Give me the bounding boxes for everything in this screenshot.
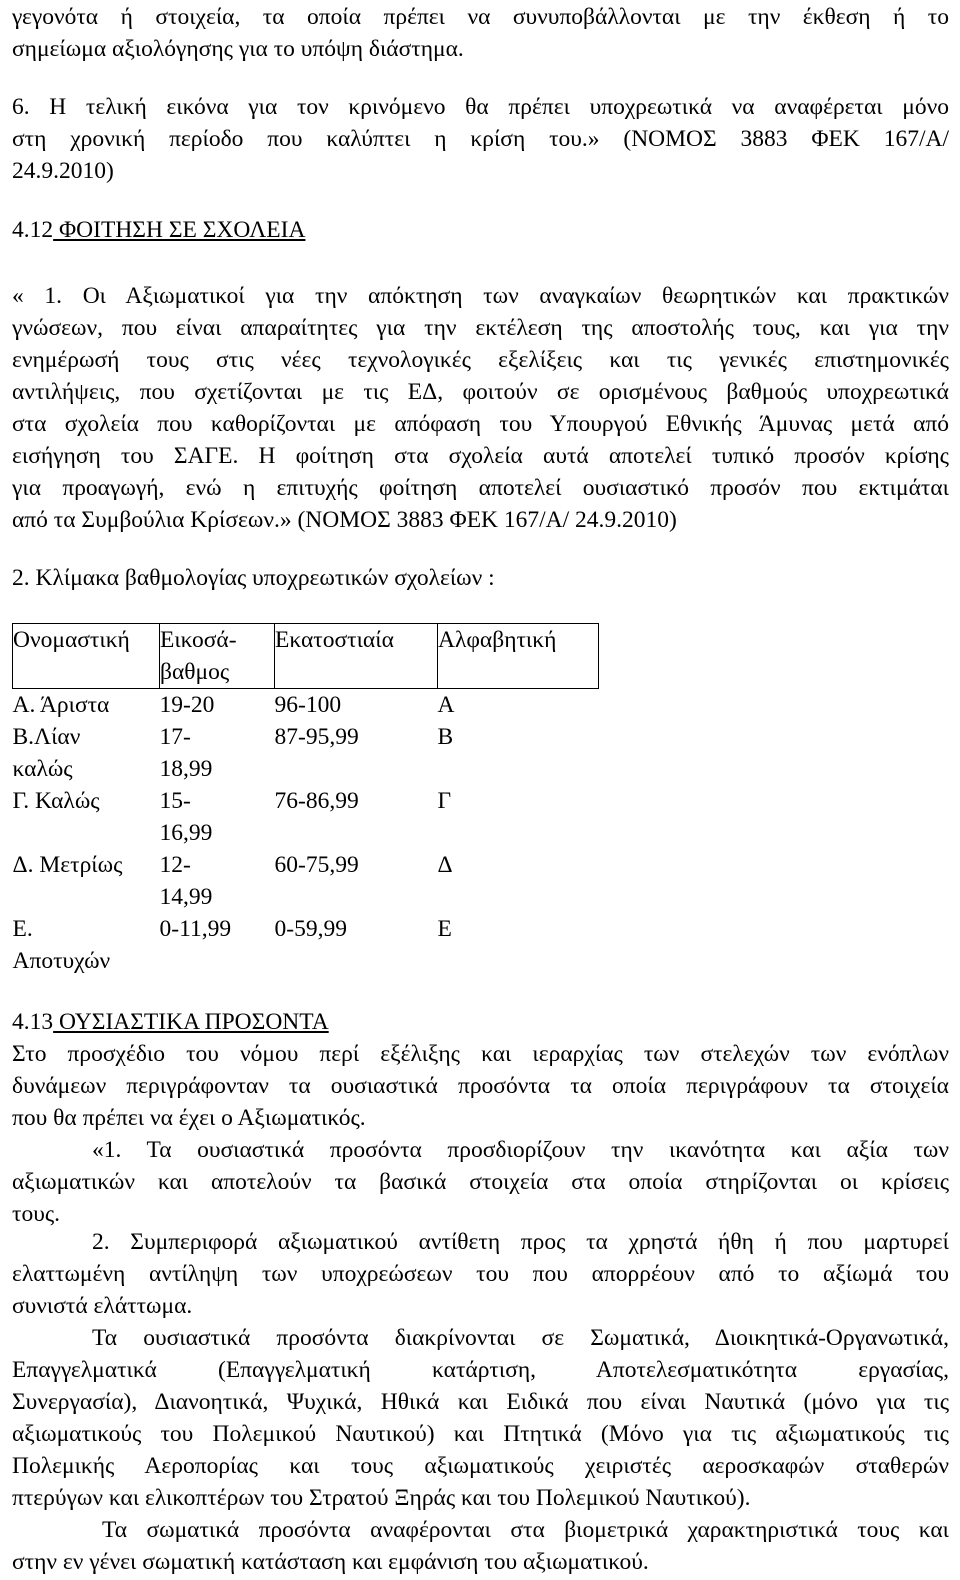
table-row: [13, 689, 599, 722]
table-cell: 19-20: [159, 692, 215, 718]
table-cell: Α: [437, 692, 455, 718]
section-number: 4.12: [12, 217, 54, 243]
text-line: ελαττωμένη αντίληψη των υποχρεώσεων του που απορρέουν από το αξίωμά του: [12, 1261, 949, 1287]
table-cell: 76-86,99: [274, 788, 359, 814]
item-heading: 2. Κλίμακα βαθμολογίας υποχρεωτικών σχολείων :: [12, 565, 495, 591]
text-line: αξιωματικούς του Πολεμικού Ναυτικού) και Πτητικά (Μόνο για τις αξιωματικούς τις: [12, 1421, 949, 1447]
text-line: γνώσεων, που είναι απαραίτητες για την εκτέλεση της αποστολής τους, και για την: [12, 315, 949, 341]
table-cell: Γ: [437, 788, 452, 814]
table-cell: Α. Άριστα: [12, 692, 110, 718]
section-number: 4.13: [12, 1009, 54, 1035]
text-line: στη χρονική περίοδο που καλύπτει η κρίση του.» (ΝΟΜΟΣ 3883 ΦΕΚ 167/Α/: [12, 126, 949, 152]
text-line: γεγονότα ή στοιχεία, τα οποία πρέπει να συνυποβάλλονται με την έκθεση ή το: [12, 4, 949, 30]
section-title: ΟΥΣΙΑΣΤΙΚΑ ΠΡΟΣΟΝΤΑ: [53, 1009, 329, 1035]
text-line: Τα ουσιαστικά προσόντα διακρίνονται σε Σωματικά, Διοικητικά-Οργανωτικά,: [92, 1325, 949, 1351]
text-line: Επαγγελματικά (Επαγγελματική κατάρτιση, Αποτελεσματικότητα εργασίας,: [12, 1357, 949, 1383]
text-line: αξιωματικών και αποτελούν τα βασικά στοιχεία στα οποία στηρίζονται οι κρίσεις: [12, 1169, 949, 1195]
text-line: στα σχολεία που καθορίζονται με απόφαση του Υπουργού Εθνικής Άμυνας μετά από: [12, 411, 949, 437]
text-line: αντιλήψεις, που σχετίζονται με τις ΕΔ, φοιτούν σε ορισμένους βαθμούς υποχρεωτικά: [12, 379, 949, 405]
text-line: Συνεργασία), Διανοητικά, Ψυχικά, Ηθικά και Ειδικά που είναι Ναυτικά (μόνο για τις: [12, 1389, 949, 1415]
table-cell: Β.Λίαν καλώς: [12, 724, 81, 782]
text-line: 24.9.2010): [12, 158, 114, 184]
table-cell: Ε. Αποτυχών: [12, 916, 111, 974]
text-line: πτερύγων και ελικοπτέρων του Στρατού Ξηράς και του Πολεμικού Ναυτικού).: [12, 1485, 751, 1511]
table-header-cell: Αλφαβητική: [438, 624, 599, 689]
table-cell: 87-95,99: [274, 724, 359, 750]
text-line: « 1. Οι Αξιωματικοί για την απόκτηση των αναγκαίων θεωρητικών και πρακτικών: [12, 283, 949, 309]
grade-scale-table: [12, 623, 599, 977]
table-header-cell: Εικοσά- βαθμος: [160, 624, 275, 689]
text-line: τους.: [12, 1201, 61, 1227]
table-cell: Γ. Καλώς: [12, 788, 100, 814]
text-line: εισήγηση του ΣΑΓΕ. Η φοίτηση στα σχολεία αυτά αποτελεί τυπικό προσόν κρίσης: [12, 443, 949, 469]
table-header-cell: Εκατοστιαία: [275, 624, 438, 689]
text-line: Στο προσχέδιο του νόμου περί εξέλιξης και ιεραρχίας των στελεχών των ενόπλων: [12, 1041, 949, 1067]
text-line: 2. Συμπεριφορά αξιωματικού αντίθετη προς τα χρηστά ήθη ή που μαρτυρεί: [92, 1229, 949, 1255]
table-header-cell: Ονομαστική: [13, 624, 160, 689]
table-cell: Β: [437, 724, 454, 750]
table-cell: 15- 16,99: [159, 788, 213, 846]
section-heading-412: [12, 214, 949, 246]
table-cell: 0-11,99: [159, 916, 232, 942]
table-cell: 12- 14,99: [159, 852, 213, 910]
table-cell: Ε: [437, 916, 452, 942]
text-line: που θα πρέπει να έχει ο Αξιωματικός.: [12, 1105, 366, 1131]
table-cell: 0-59,99: [274, 916, 347, 942]
table-cell: 96-100: [274, 692, 342, 718]
text-line: ενημέρωσή τους στις νέες τεχνολογικές εξελίξεις και τις γενικές επιστημονικές: [12, 347, 949, 373]
text-line: στην εν γένει σωματική κατάσταση και εμφάνιση του αξιωματικού.: [12, 1549, 649, 1575]
table-row: [13, 785, 599, 849]
text-line: σημείωμα αξιολόγησης για το υπόψη διάστημα.: [12, 36, 464, 62]
table-cell: 17- 18,99: [159, 724, 213, 782]
section-heading-413: [12, 1006, 949, 1038]
table-row: [13, 721, 599, 785]
text-line: 6. Η τελική εικόνα για τον κρινόμενο θα πρέπει υποχρεωτικά να αναφέρεται μόνο: [12, 94, 949, 120]
text-line: Πολεμικής Αεροπορίας και τους αξιωματικούς χειριστές αεροσκαφών σταθερών: [12, 1453, 949, 1479]
table-cell: Δ: [437, 852, 453, 878]
text-line: από τα Συμβούλια Κρίσεων.» (ΝΟΜΟΣ 3883 ΦΕΚ 167/Α/ 24.9.2010): [12, 507, 677, 533]
table-row: [13, 849, 599, 913]
table-cell: Δ. Μετρίως: [12, 852, 123, 878]
table-row: [13, 913, 599, 977]
text-line: συνιστά ελάττωμα.: [12, 1293, 193, 1319]
text-line: δυνάμεων περιγράφονταν τα ουσιαστικά προσόντα τα οποία περιγράφουν τα στοιχεία: [12, 1073, 949, 1099]
table-header-row: [13, 624, 599, 689]
text-line: Τα σωματικά προσόντα αναφέρονται στα βιομετρικά χαρακτηριστικά τους και: [102, 1517, 949, 1543]
table-cell: 60-75,99: [274, 852, 359, 878]
text-line: για προαγωγή, ενώ η επιτυχής φοίτηση αποτελεί ουσιαστικό προσόν που εκτιμάται: [12, 475, 949, 501]
text-line: «1. Τα ουσιαστικά προσόντα προσδιορίζουν την ικανότητα και αξία των: [92, 1137, 949, 1163]
section-title: ΦΟΙΤΗΣΗ ΣΕ ΣΧΟΛΕΙΑ: [53, 217, 306, 243]
